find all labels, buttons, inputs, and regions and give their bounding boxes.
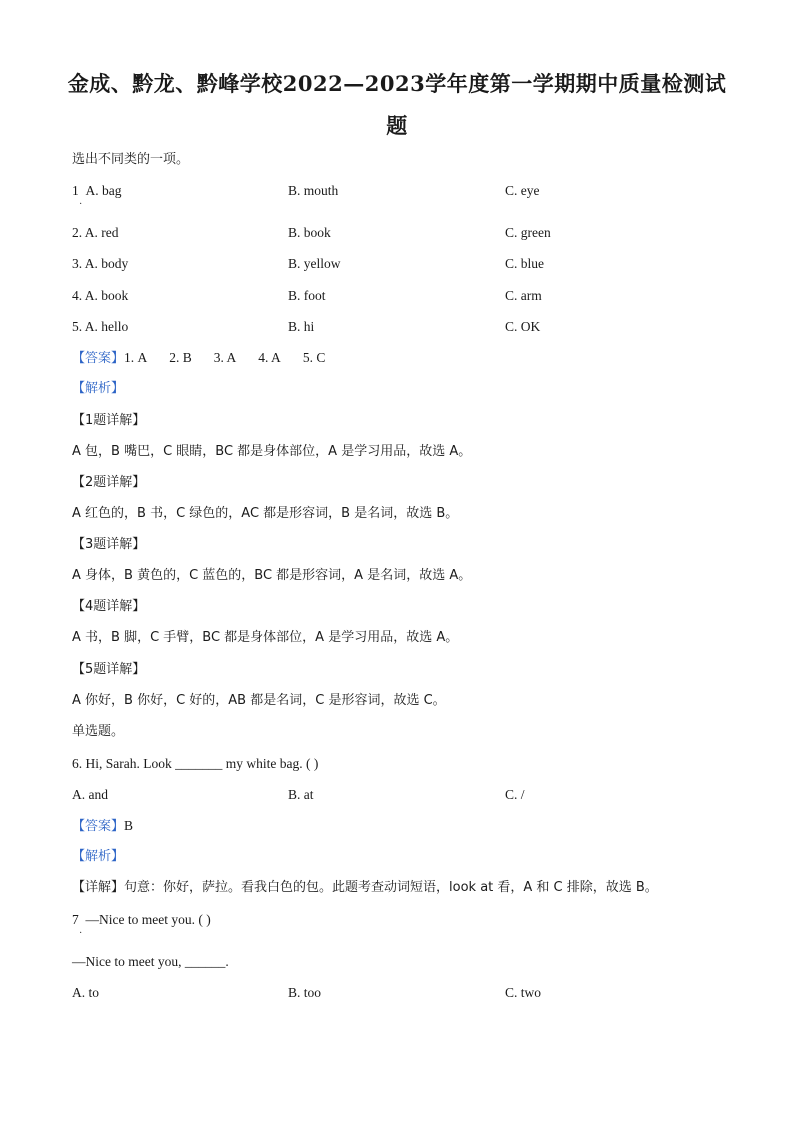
q2-row bbox=[72, 224, 119, 242]
q5-row bbox=[72, 318, 128, 336]
q7-stem-text: —Nice to meet you. ( ) bbox=[85, 912, 211, 927]
q2-option-b: B. book bbox=[288, 225, 331, 240]
q3-option-c: C. blue bbox=[505, 256, 544, 271]
q5-option-a: A. hello bbox=[84, 319, 129, 334]
q2-option-c: C. green bbox=[505, 225, 551, 240]
q7-option-c: C. two bbox=[505, 985, 542, 1000]
q6-option-c: C. / bbox=[505, 787, 525, 802]
q4-number: 4. bbox=[72, 288, 83, 303]
answer-1: 1. A bbox=[124, 350, 148, 365]
section2-heading: 单选题。 bbox=[72, 724, 125, 739]
q3-option-b: B. yellow bbox=[288, 256, 341, 271]
q4-option-b: B. foot bbox=[288, 288, 326, 303]
exam-title-line1: 金成、黔龙、黔峰学校2022—2023学年度第一学期期中质量检测试 bbox=[67, 71, 727, 96]
detail-5-label: 【5题详解】 bbox=[72, 662, 146, 677]
q2-option-a: A. red bbox=[84, 225, 119, 240]
q1-option-a: A. bag bbox=[85, 183, 122, 198]
detail-3-label: 【3题详解】 bbox=[72, 537, 146, 552]
section1-answers bbox=[72, 349, 347, 368]
section1-heading: 选出不同类的一项。 bbox=[72, 152, 190, 167]
q3-option-a: A. body bbox=[84, 256, 129, 271]
detail-4-label: 【4题详解】 bbox=[72, 599, 146, 614]
answer-5: 5. C bbox=[302, 350, 326, 365]
q3-number: 3. bbox=[72, 256, 83, 271]
q7-stem2: —Nice to meet you, ______. bbox=[72, 954, 229, 969]
q3-row bbox=[72, 255, 128, 273]
q5-option-c: C. OK bbox=[505, 319, 541, 334]
detail-1-text: A 包，B 嘴巴，C 眼睛，BC 都是身体部位，A 是学习用品，故选 A。 bbox=[72, 444, 472, 459]
q4-option-c: C. arm bbox=[505, 288, 542, 303]
q1-dot: · bbox=[79, 199, 83, 210]
detail-2-text: A 红色的，B 书，C 绿色的，AC 都是形容词，B 是名词，故选 B。 bbox=[72, 506, 459, 521]
detail-3-text: A 身体，B 黄色的，C 蓝色的，BC 都是形容词，A 是名词，故选 A。 bbox=[72, 568, 472, 583]
answer-label: 【答案】 bbox=[72, 351, 125, 366]
q7-option-b: B. too bbox=[288, 985, 322, 1000]
q6-option-a: A. and bbox=[72, 787, 108, 802]
q6-answer-value: B bbox=[124, 818, 134, 833]
q4-row bbox=[72, 287, 128, 305]
q1-option-c: C. eye bbox=[505, 183, 540, 198]
q1-row bbox=[72, 182, 122, 200]
q7-dot: · bbox=[79, 928, 83, 939]
q5-number: 5. bbox=[72, 319, 83, 334]
q6-detail bbox=[72, 879, 658, 897]
answer-4: 4. A bbox=[258, 350, 281, 365]
q1-option-b: B. mouth bbox=[288, 183, 339, 198]
q5-option-b: B. hi bbox=[288, 319, 315, 334]
q6-detail-label: 【详解】 bbox=[72, 880, 125, 895]
answer-2: 2. B bbox=[169, 350, 192, 365]
q2-number: 2. bbox=[72, 225, 83, 240]
q7-stem bbox=[72, 911, 211, 929]
q7-number: 7 bbox=[72, 912, 79, 927]
q6-analysis-label: 【解析】 bbox=[72, 849, 125, 864]
exam-title-line2: 题 bbox=[386, 113, 408, 138]
q6-answer bbox=[72, 817, 133, 836]
detail-1-label: 【1题详解】 bbox=[72, 413, 146, 428]
q4-option-a: A. book bbox=[84, 288, 129, 303]
q6-detail-text: 句意：你好，萨拉。看我白色的包。此题考查动词短语，look at 看，A 和 C 排除，故选 B。 bbox=[124, 880, 658, 895]
q7-option-a: A. to bbox=[72, 985, 99, 1000]
detail-5-text: A 你好，B 你好，C 好的，AB 都是名词，C 是形容词，故选 C。 bbox=[72, 693, 446, 708]
q6-stem: 6. Hi, Sarah. Look _______ my white bag. ( ) bbox=[72, 756, 319, 771]
analysis-label: 【解析】 bbox=[72, 381, 125, 396]
q1-number: 1 bbox=[72, 183, 79, 198]
q6-option-b: B. at bbox=[288, 787, 314, 802]
detail-4-text: A 书，B 脚，C 手臂，BC 都是身体部位，A 是学习用品，故选 A。 bbox=[72, 630, 459, 645]
q6-answer-label: 【答案】 bbox=[72, 819, 125, 834]
answer-3: 3. A bbox=[213, 350, 237, 365]
detail-2-label: 【2题详解】 bbox=[72, 475, 146, 490]
